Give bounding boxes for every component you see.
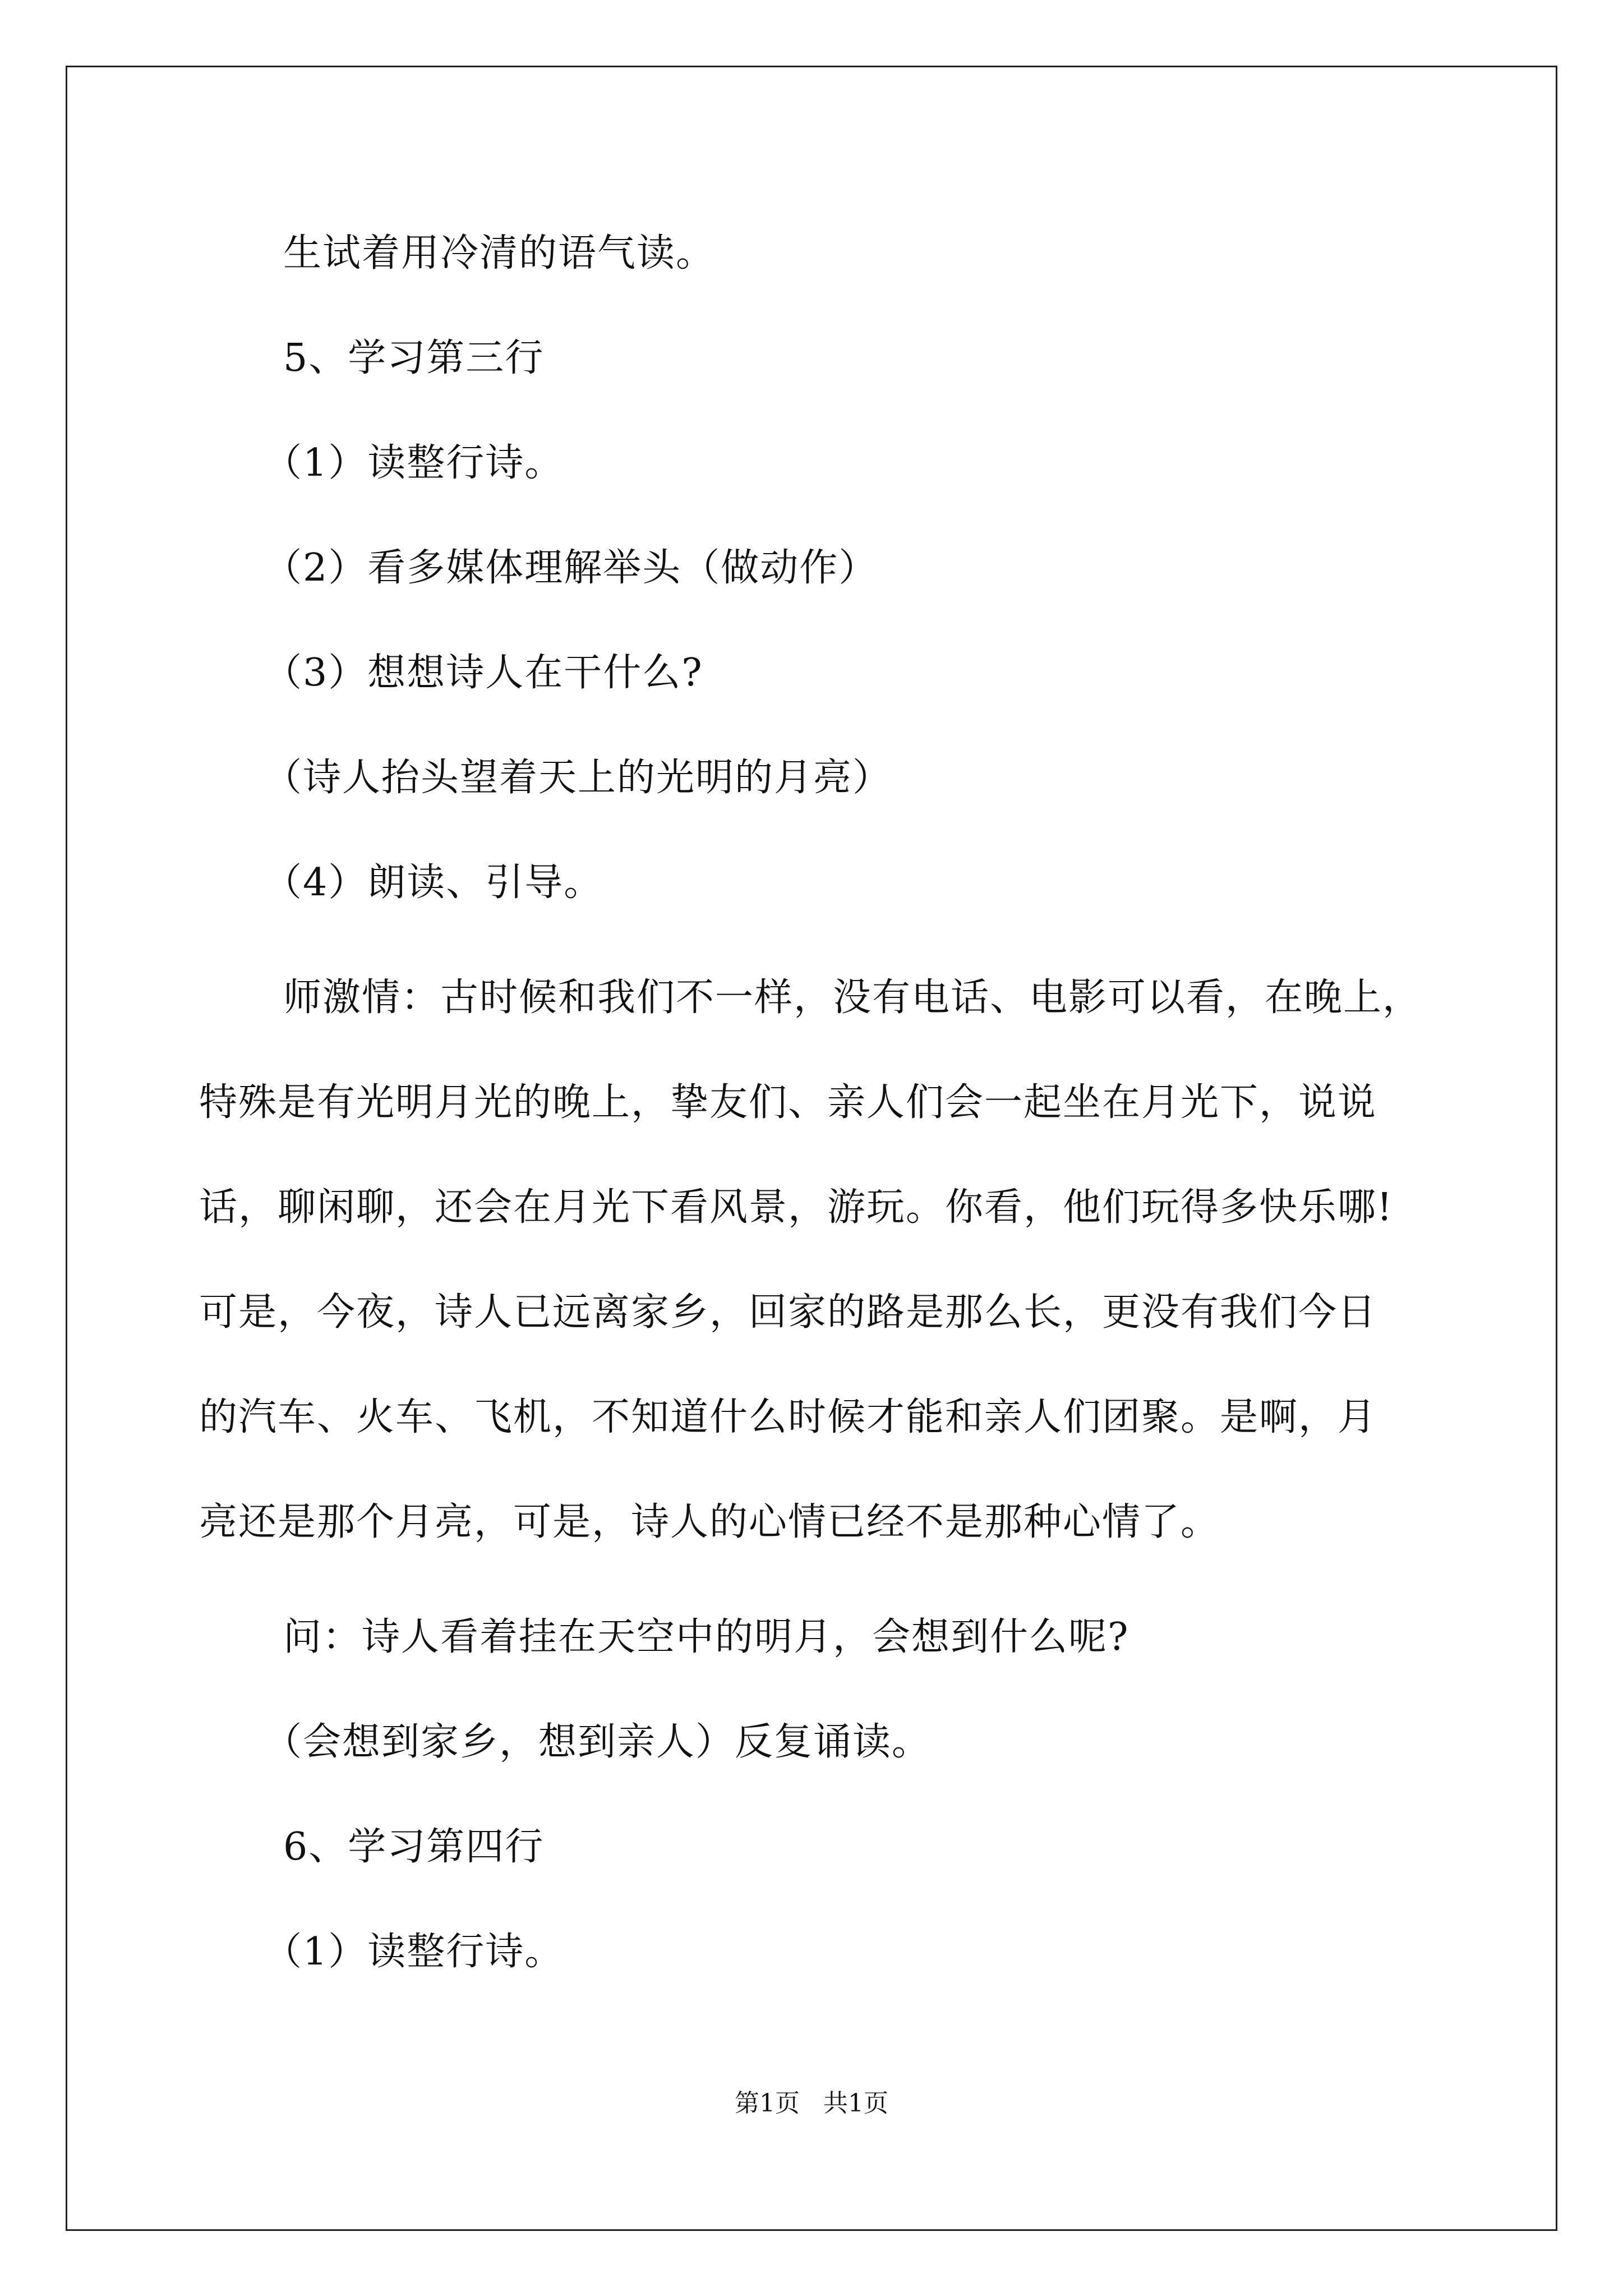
paragraph-line: （会想到家乡，想到亲人）反复诵读。 — [264, 1720, 932, 1764]
paragraph-line: 特殊是有光明月光的晚上，挚友们、亲人们会一起坐在月光下，说说 — [199, 1080, 1377, 1125]
paragraph-line: 话，聊闲聊，还会在月光下看风景，游玩。你看，他们玩得多快乐哪! — [199, 1185, 1394, 1230]
list-item: （1）读整行诗。 — [264, 441, 564, 485]
paragraph-line: 可是，今夜，诗人已远离家乡，回家的路是那么长，更没有我们今日 — [199, 1290, 1377, 1335]
paragraph-line: 的汽车、火车、飞机，不知道什么时候才能和亲人们团聚。是啊，月 — [199, 1395, 1377, 1439]
page-footer: 第1页 共1页 — [735, 2089, 888, 2118]
list-item: （3）想想诗人在干什么? — [264, 651, 703, 695]
paragraph-line: 师激情：古时候和我们不一样，没有电话、电影可以看，在晚上， — [283, 976, 1422, 1020]
section-heading: 5、学习第三行 — [283, 336, 545, 380]
paragraph-line: 生试着用冷清的语气读。 — [283, 231, 716, 275]
list-item: （2）看多媒体理解举头（做动作） — [264, 546, 878, 590]
paragraph-line: （诗人抬头望着天上的光明的月亮） — [264, 756, 892, 800]
paragraph-line: 问：诗人看着挂在天空中的明月，会想到什么呢? — [283, 1615, 1129, 1659]
section-heading: 6、学习第四行 — [283, 1825, 545, 1869]
list-item: （4）朗读、引导。 — [264, 861, 603, 905]
page-border — [66, 66, 1557, 2231]
list-item: （1）读整行诗。 — [264, 1930, 564, 1974]
paragraph-line: 亮还是那个月亮，可是，诗人的心情已经不是那种心情了。 — [199, 1500, 1220, 1544]
